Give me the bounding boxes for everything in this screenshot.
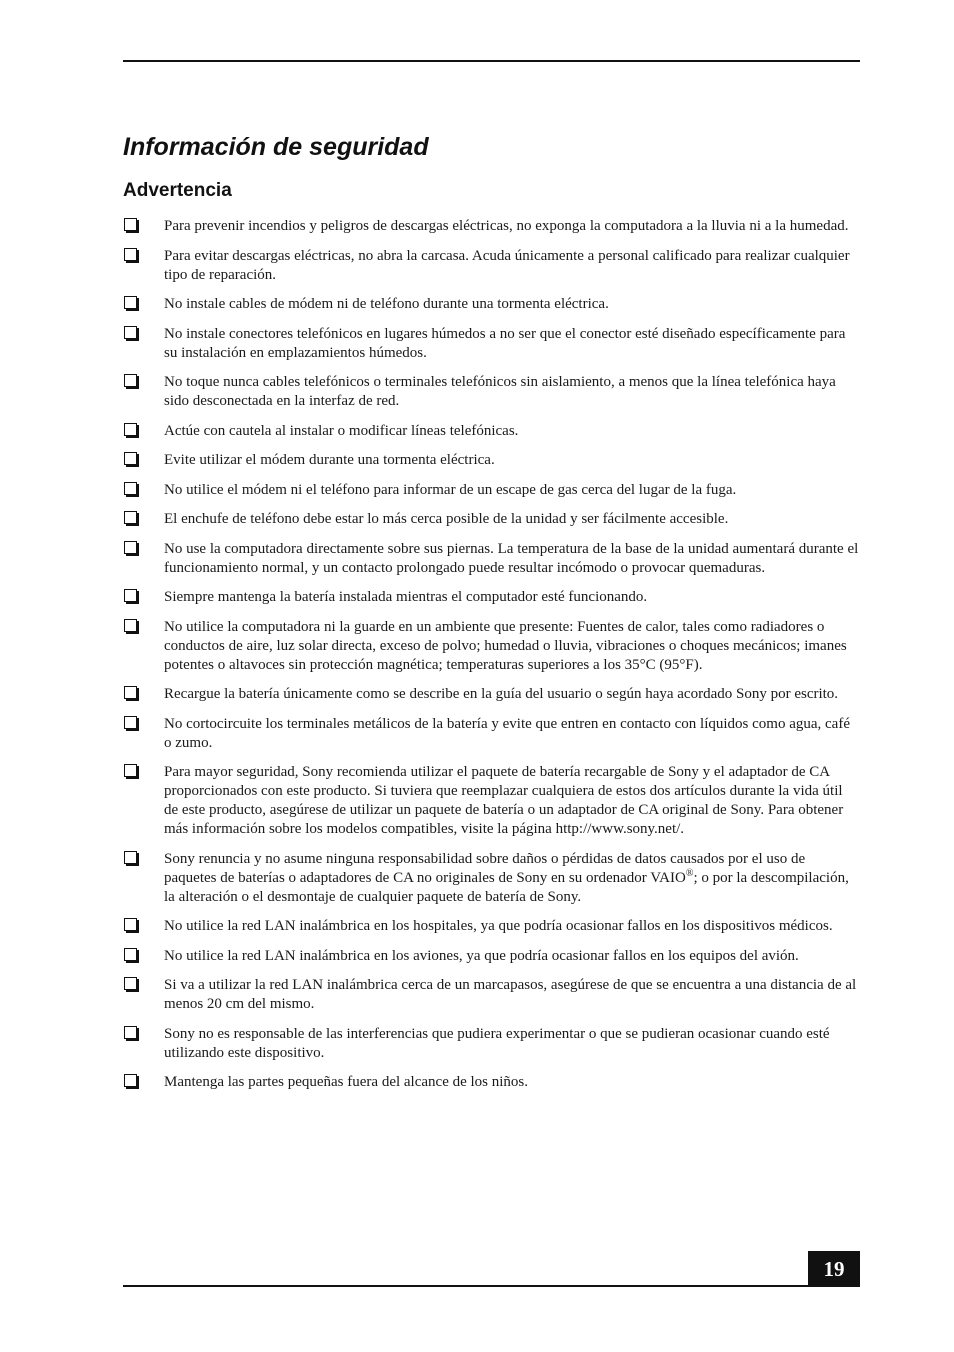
list-item-text — [164, 850, 860, 907]
list-item-text: Si va a utilizar la red LAN inalámbrica cerca de un marcapasos, asegúrese de que se encuentra a una distancia de al menos 20 cm del mismo. — [164, 977, 857, 1012]
section-heading: Advertencia — [123, 180, 232, 201]
checkbox-icon — [124, 619, 137, 632]
list-item-text: No instale cables de módem ni de teléfono durante una tormenta eléctrica. — [164, 296, 609, 312]
checkbox-icon — [124, 452, 137, 465]
list-item — [123, 451, 860, 470]
list-item-text: No cortocircuite los terminales metálicos de la batería y evite que entren en contacto con líquidos como agua, café o zumo. — [164, 715, 850, 751]
warning-list — [123, 217, 860, 1103]
list-item-text: Para mayor seguridad, Sony recomienda utilizar el paquete de batería recargable de Sony y el adaptador de CA proporcionados con este producto. Si tuviera que reemplazar cualquiera de estos dos artículos durante la vida útil de este producto, asegúrese de utilizar un paquete de batería o un adaptador de CA original de Sony. Para obtener más información sobre los modelos compatibles, visite la página http://www.sony.net/. — [164, 764, 844, 837]
list-item — [123, 715, 860, 753]
page-title: Información de seguridad — [123, 133, 429, 161]
list-item — [123, 1025, 860, 1063]
list-item — [123, 618, 860, 675]
checkbox-icon — [124, 296, 137, 309]
list-item-text: El enchufe de teléfono debe estar lo más cerca posible de la unidad y ser fácilmente accesible. — [164, 511, 729, 527]
list-item-text-part: Sony renuncia y no asume ninguna responsabilidad sobre daños o pérdidas de datos causados por el uso de paquetes de baterías o adaptadores de CA no originales de Sony en su ordenador VAIO — [164, 850, 806, 886]
list-item — [123, 247, 860, 285]
list-item — [123, 481, 860, 500]
checkbox-icon — [124, 764, 137, 777]
list-item — [123, 1073, 860, 1092]
list-item-text-part: ; o por la descompilación, la alteración o el desmontaje de cualquier paquete de batería de Sony. — [164, 869, 849, 905]
footer-rule — [123, 1285, 860, 1287]
list-item — [123, 685, 860, 704]
list-item-text: Recargue la batería únicamente como se describe en la guía del usuario o según haya acordado Sony por escrito. — [164, 686, 839, 702]
list-item — [123, 588, 860, 607]
checkbox-icon — [124, 326, 137, 339]
list-item-text: No toque nunca cables telefónicos o terminales telefónicos sin aislamiento, a menos que la línea telefónica haya sido desconectada en la interfaz de red. — [164, 374, 836, 409]
list-item-text: Para prevenir incendios y peligros de descargas eléctricas, no exponga la computadora a la lluvia ni a la humedad. — [164, 218, 849, 234]
list-item — [123, 976, 860, 1014]
list-item-text: No instale conectores telefónicos en lugares húmedos a no ser que el conector esté diseñado específicamente para su instalación en emplazamientos húmedos. — [164, 325, 846, 361]
list-item-text: Siempre mantenga la batería instalada mientras el computador esté funcionando. — [164, 589, 648, 605]
list-item — [123, 917, 860, 936]
checkbox-icon — [124, 851, 137, 864]
checkbox-icon — [124, 716, 137, 729]
checkbox-icon — [124, 218, 137, 231]
header-rule — [123, 60, 860, 62]
checkbox-icon — [124, 511, 137, 524]
checkbox-icon — [124, 1074, 137, 1087]
checkbox-icon — [124, 482, 137, 495]
checkbox-icon — [124, 948, 137, 961]
checkbox-icon — [124, 374, 137, 387]
checkbox-icon — [124, 686, 137, 699]
list-item-text: Para evitar descargas eléctricas, no abra la carcasa. Acuda únicamente a personal calificado para realizar cualquier tipo de reparación. — [164, 247, 850, 283]
checkbox-icon — [124, 541, 137, 554]
list-item — [123, 295, 860, 314]
list-item — [123, 540, 860, 578]
list-item — [123, 850, 860, 907]
checkbox-icon — [124, 918, 137, 931]
list-item-text: No utilice la red LAN inalámbrica en los hospitales, ya que podría ocasionar fallos en los dispositivos médicos. — [164, 918, 833, 934]
list-item-text: Evite utilizar el módem durante una tormenta eléctrica. — [164, 452, 495, 468]
list-item — [123, 325, 860, 363]
registered-mark: ® — [685, 867, 694, 879]
list-item — [123, 217, 860, 236]
list-item — [123, 422, 860, 441]
list-item — [123, 373, 860, 411]
list-item-text: No utilice la computadora ni la guarde en un ambiente que presente: Fuentes de calor, tales como radiadores o conductos de aire, luz solar directa, exceso de polvo; humedad o lluvia, vibraciones o choques mecánicos; imanes potentes o altavoces sin protección magnética; temperaturas superiores a los 35°C (95°F). — [164, 618, 847, 673]
list-item-text: No utilice el módem ni el teléfono para informar de un escape de gas cerca del lugar de la fuga. — [164, 481, 737, 498]
list-item-text: Sony no es responsable de las interferencias que pudiera experimentar o que se pudieran ocasionar cuando esté utilizando este dispositivo. — [164, 1025, 830, 1061]
checkbox-icon — [124, 248, 137, 261]
checkbox-icon — [124, 589, 137, 602]
list-item — [123, 763, 860, 839]
list-item-text: No utilice la red LAN inalámbrica en los aviones, ya que podría ocasionar fallos en los equipos del avión. — [164, 947, 799, 964]
list-item-text: No use la computadora directamente sobre sus piernas. La temperatura de la base de la unidad aumentará durante el funcionamiento normal, y un contacto prolongado puede resultar incómodo o provocar quemaduras. — [164, 540, 859, 576]
page-number: 19 — [808, 1251, 860, 1287]
checkbox-icon — [124, 1026, 137, 1039]
list-item-text: Mantenga las partes pequeñas fuera del alcance de los niños. — [164, 1074, 529, 1090]
checkbox-icon — [124, 423, 137, 436]
checkbox-icon — [124, 977, 137, 990]
list-item — [123, 510, 860, 529]
list-item — [123, 947, 860, 966]
list-item-text: Actúe con cautela al instalar o modificar líneas telefónicas. — [164, 422, 519, 439]
